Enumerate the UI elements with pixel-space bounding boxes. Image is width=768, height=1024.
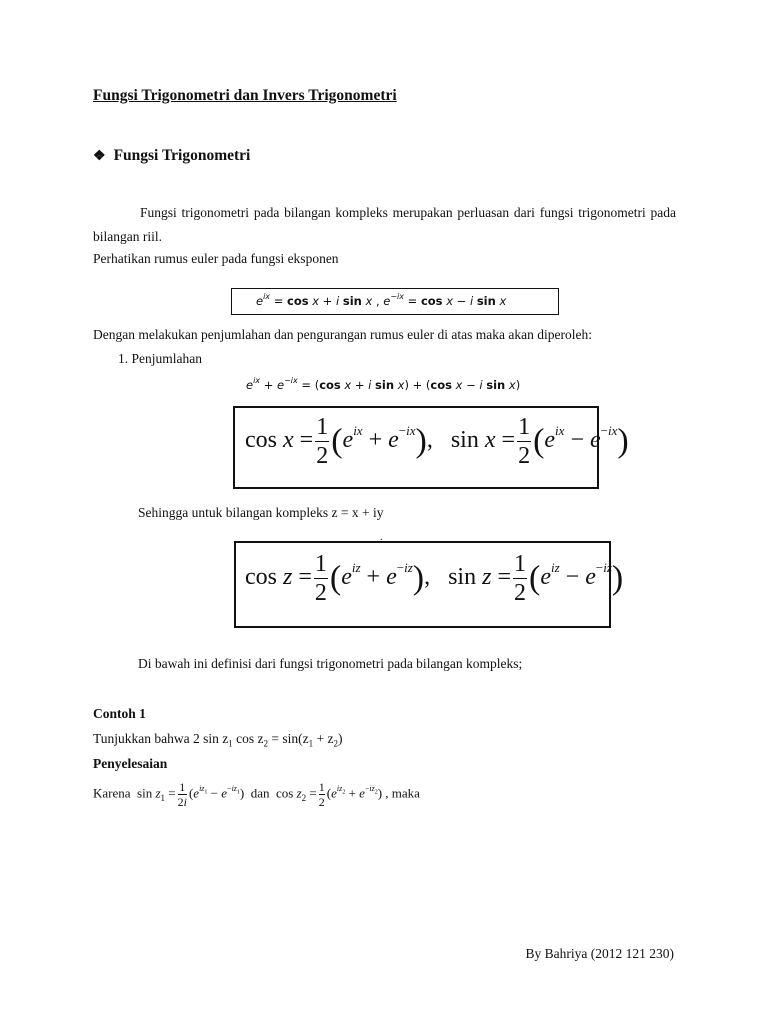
section-heading-text: Fungsi Trigonometri bbox=[113, 147, 251, 164]
stray-dot: . bbox=[380, 532, 383, 543]
paragraph-definition: Di bawah ini definisi dari fungsi trigonometri pada bilangan kompleks; bbox=[138, 656, 523, 671]
euler-formula: $e^{ix} = \cos x + i$ sin x , $e^{-ix} = \cos x - i$ sin x bbox=[256, 292, 507, 308]
solution-line: Karena $\sin z_1$ = $\frac{1}{2i}$ $(e^{iz_1} - e^{-iz_1})$ dan $\cos z_2$ = $\frac{1}{2}$ $(e^{iz_2} + e^{-iz_2})$ , maka bbox=[93, 780, 420, 809]
paragraph-derivation: Dengan melakukan penjumlahan dan pengurangan rumus euler di atas maka akan diperoleh: bbox=[93, 327, 592, 342]
section-heading bbox=[93, 147, 250, 165]
diamond-bullet-icon: ❖ bbox=[93, 149, 106, 164]
footer-author: By Bahriya (2012 121 230) bbox=[525, 946, 674, 961]
document-title: Fungsi Trigonometri dan Invers Trigonometri bbox=[93, 87, 397, 104]
example-label: Contoh 1 bbox=[93, 706, 146, 721]
paragraph-euler-intro: Perhatikan rumus euler pada fungsi eksponen bbox=[93, 251, 339, 266]
example-statement: Tunjukkan bahwa 2 $\sin z_1$ $\cos z_2 = \sin(z_1 + z_2)$ bbox=[93, 731, 343, 749]
cos-sin-z-formula: cos z = $\frac{1}{2}$ $(e^{iz} + e^{-iz})$, sin z = $\frac{1}{2}$ $(e^{iz} - e^{-iz})$ bbox=[245, 551, 624, 606]
sum-equation: $e^{ix} + e^{-ix} = (\cos$ x + i sin x) + (cos x − i sin x) bbox=[246, 376, 521, 392]
list-item-penjumlahan: 1. Penjumlahan bbox=[118, 351, 202, 366]
cos-sin-x-formula: cos x = $\frac{1}{2}$ $(e^{ix} + e^{-ix})$, sin x = $\frac{1}{2}$ $(e^{ix} - e^{-ix})$ bbox=[245, 414, 629, 469]
paragraph-intro: Fungsi trigonometri pada bilangan kompleks merupakan perluasan dari fungsi trigonometri pada bilangan riil. bbox=[93, 205, 676, 244]
solution-label: Penyelesaian bbox=[93, 756, 168, 771]
paragraph-complex-z: Sehingga untuk bilangan kompleks z = x + iy bbox=[138, 505, 384, 520]
